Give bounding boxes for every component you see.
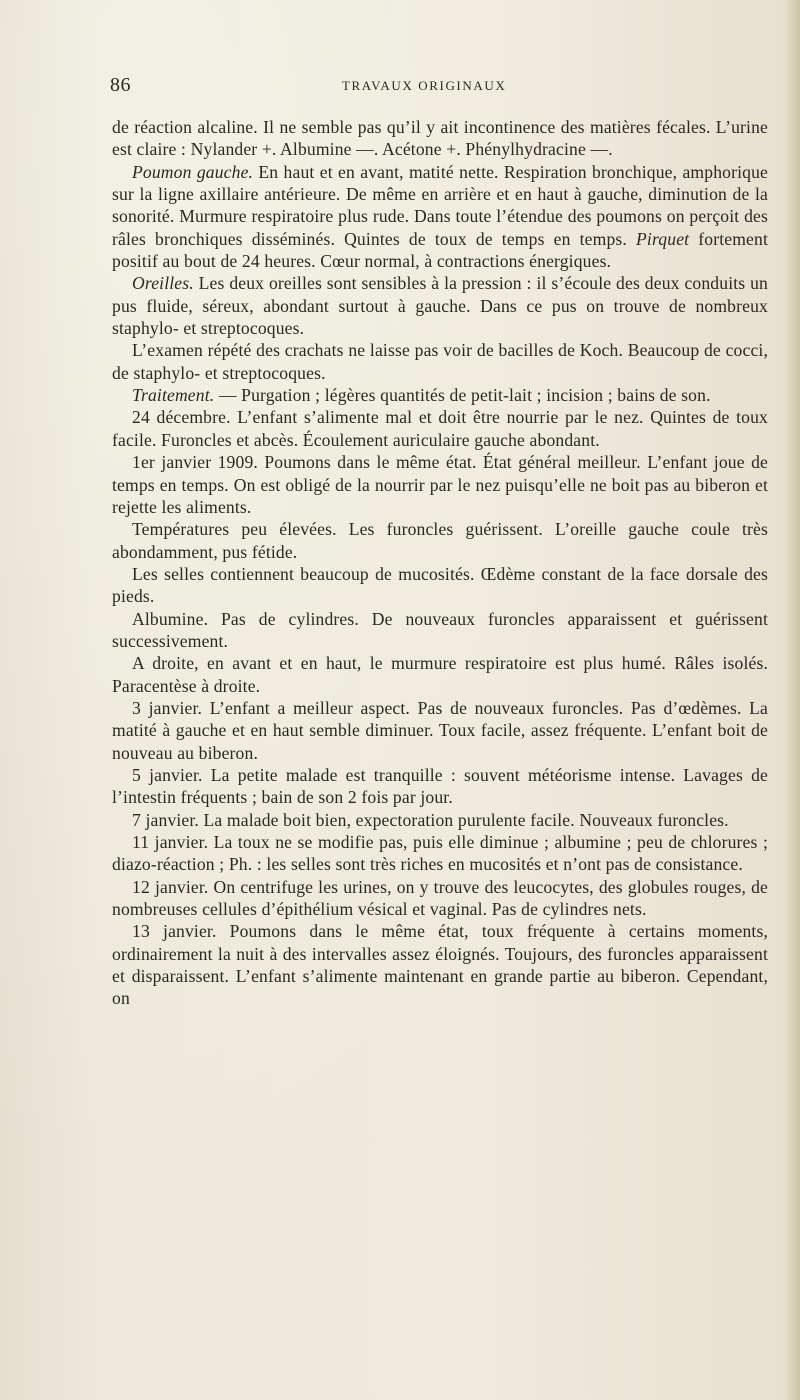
paragraph-text: Les deux oreilles sont sensibles à la pression : il s’écoule des deux conduits un pus fluide, séreux, abondant surtout à gauche. Dans ce pus on trouve de nombreux staphylo- et streptocoques. (112, 273, 768, 339)
paragraph-5-janvier (112, 764, 768, 809)
paragraph-text: 5 janvier. La petite malade est tranquille : souvent météorisme intense. Lavages de l’intestin fréquents ; bain de son 2 fois par jour. (112, 764, 768, 808)
section-label-traitement: Traitement. (132, 385, 215, 406)
pirquet-label: Pirquet (636, 228, 690, 249)
page-header (110, 74, 765, 104)
body-text (112, 116, 768, 1010)
paragraph-13-janvier (112, 920, 768, 1009)
section-label-oreilles: Oreilles. (132, 273, 194, 294)
paragraph-a-droite (112, 652, 768, 697)
paragraph-11-janvier (112, 831, 768, 876)
paragraph-text: 7 janvier. La malade boit bien, expectoration purulente facile. Nouveaux furoncles. (132, 809, 729, 830)
paragraph-text: de réaction alcaline. Il ne semble pas qu’il y ait incontinence des matières fécales. L’urine est claire : Nylander +. Albumine —. Acétone +. Phénylhydracine —. (112, 117, 768, 160)
paragraph-poumon-gauche (112, 161, 768, 273)
page-number: 86 (110, 74, 131, 96)
paragraph-text: fortement positif au bout de 24 heures. Cœur normal, à contractions énergiques. (112, 228, 768, 272)
paragraph-selles (112, 563, 768, 608)
paragraph-crachats (112, 339, 768, 384)
paragraph-text: Les selles contiennent beaucoup de mucosités. Œdème constant de la face dorsale des pieds. (112, 563, 768, 607)
paragraph-text: L’examen répété des crachats ne laisse pas voir de bacilles de Koch. Beaucoup de cocci, de staphylo- et streptocoques. (112, 340, 768, 383)
paragraph-text: Albumine. Pas de cylindres. De nouveaux furoncles apparaissent et guérissent successivement. (112, 608, 768, 651)
paragraph-traitement (112, 384, 768, 406)
paragraph-reaction-alcaline (112, 116, 768, 161)
paragraph-3-janvier (112, 697, 768, 764)
paragraph-text: En haut et en avant, matité nette. Respiration bronchique, amphorique sur la ligne axillaire antérieure. De même en arrière et en haut à gauche, diminution de la sonorité. Murmure respiratoire plus rude. Dans toute l’étendue des poumons on perçoit des râles bronchiques disséminés. Quintes de toux de temps en temps. (112, 161, 769, 249)
paragraph-text: 11 janvier. La toux ne se modifie pas, puis elle diminue ; albumine ; peu de chlorures ; diazo-réaction ; Ph. : les selles sont très riches en mucosités et n’ont pas de consistance. (112, 832, 768, 875)
paragraph-text: A droite, en avant et en haut, le murmure respiratoire est plus humé. Râles isolés. Paracentèse à droite. (112, 653, 768, 696)
running-title: TRAVAUX ORIGINAUX (342, 78, 507, 93)
paragraph-24-decembre (112, 406, 768, 451)
page-edge-shadow (784, 0, 800, 1400)
paragraph-1er-janvier (112, 451, 768, 518)
paragraph-text: 1er janvier 1909. Poumons dans le même état. État général meilleur. L’enfant joue de temps en temps. On est obligé de la nourrir par le nez puisqu’elle ne boit pas au biberon et rejette les aliments. (112, 452, 768, 517)
section-label-poumon-gauche: Poumon gauche. (132, 161, 254, 182)
paragraph-text: — Purgation ; légères quantités de petit-lait ; incision ; bains de son. (214, 385, 711, 406)
paragraph-text: 24 décembre. L’enfant s’alimente mal et doit être nourrie par le nez. Quintes de toux facile. Furoncles et abcès. Écoulement auriculaire gauche abondant. (112, 407, 768, 450)
paragraph-temperatures (112, 518, 768, 563)
paragraph-text: 12 janvier. On centrifuge les urines, on y trouve des leucocytes, des globules rouges, de nombreuses cellules d’épithélium vésical et vaginal. Pas de cylindres nets. (112, 876, 768, 920)
paragraph-albumine (112, 608, 768, 653)
paragraph-7-janvier (112, 809, 768, 831)
paragraph-text: 3 janvier. L’enfant a meilleur aspect. Pas de nouveaux furoncles. Pas d’œdèmes. La matité à gauche et en haut semble diminuer. Toux facile, assez fréquente. L’enfant boit de nouveau au biberon. (112, 697, 768, 763)
paragraph-text: Températures peu élevées. Les furoncles guérissent. L’oreille gauche coule très abondamment, pus fétide. (112, 519, 768, 562)
paragraph-oreilles (112, 272, 768, 339)
paragraph-text: 13 janvier. Poumons dans le même état, toux fréquente à certains moments, ordinairement la nuit à des intervalles assez éloignés. Toujours, des furoncles apparaissent et disparaissent. L’enfant s’alimente maintenant en grande partie au biberon. Cependant, on (112, 921, 768, 1009)
paragraph-12-janvier (112, 876, 768, 921)
